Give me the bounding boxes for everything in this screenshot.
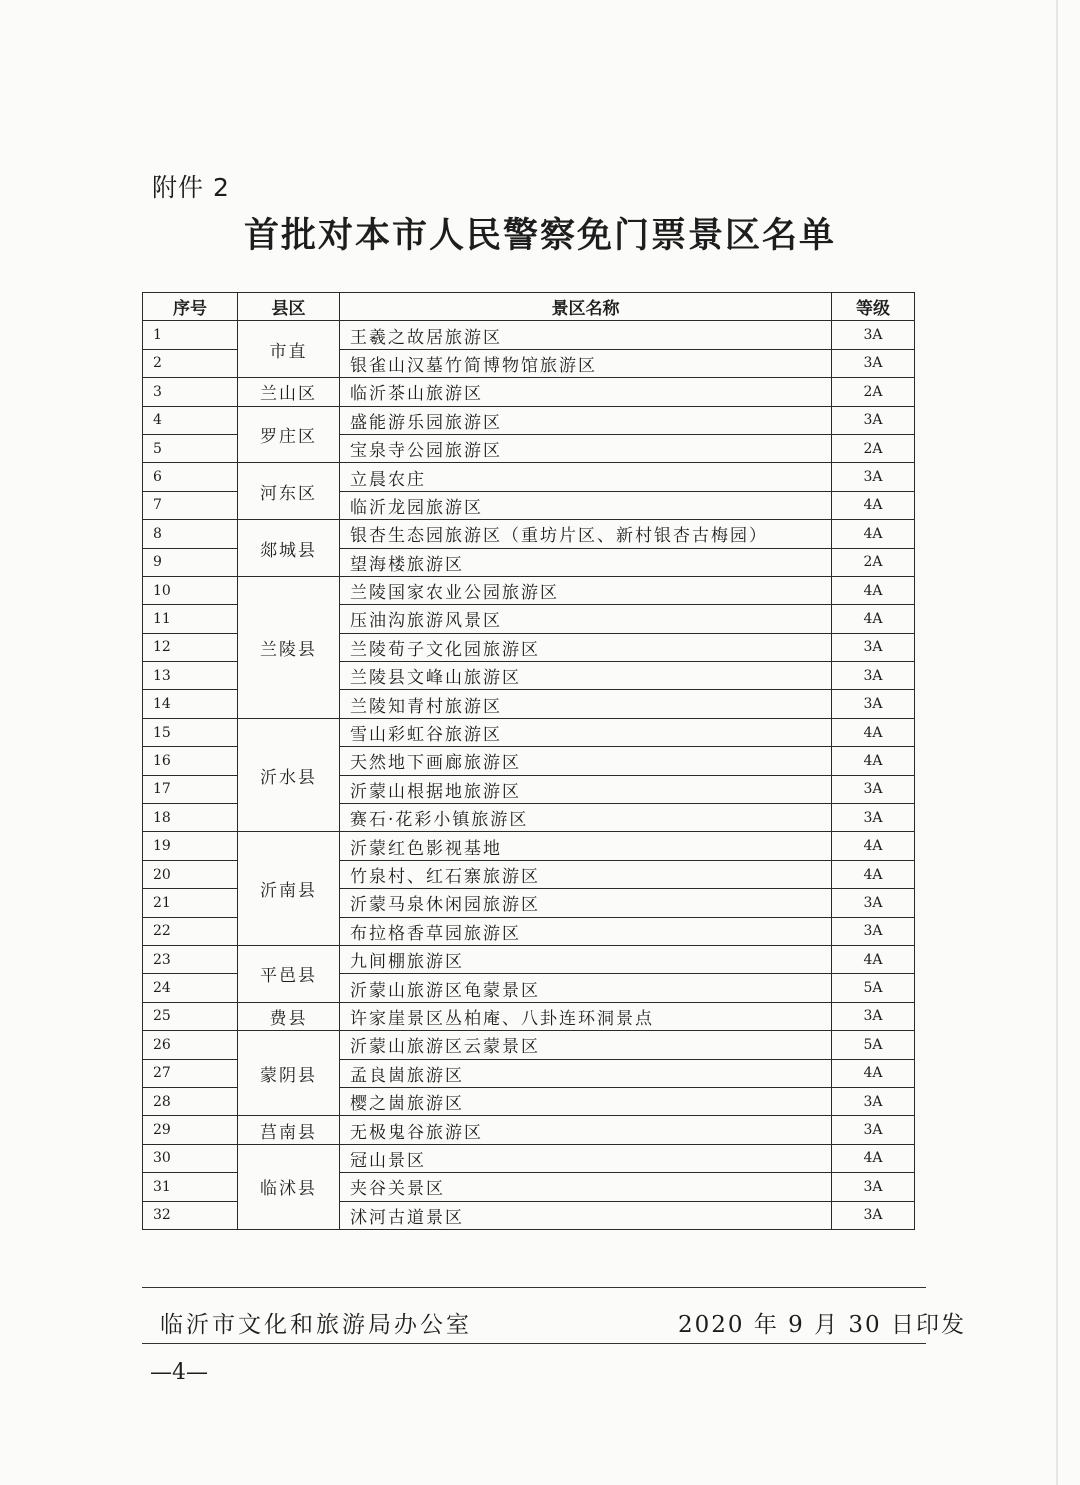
row-scenic-name: 无极鬼谷旅游区 [340, 1116, 832, 1144]
row-seq: 32 [143, 1201, 238, 1229]
row-county: 费县 [238, 1002, 340, 1030]
row-seq: 2 [143, 349, 238, 377]
table-row [143, 945, 915, 973]
row-county: 郯城县 [238, 520, 340, 577]
row-seq: 9 [143, 548, 238, 576]
row-scenic-name: 许家崖景区丛柏庵、八卦连环洞景点 [340, 1002, 832, 1030]
row-grade: 3A [832, 804, 915, 832]
row-seq: 7 [143, 491, 238, 519]
row-grade: 4A [832, 520, 915, 548]
row-scenic-name: 樱之崮旅游区 [340, 1087, 832, 1115]
row-scenic-name: 兰陵县文峰山旅游区 [340, 662, 832, 690]
table-row [143, 1002, 915, 1030]
row-scenic-name: 临沂龙园旅游区 [340, 491, 832, 519]
row-scenic-name: 望海楼旅游区 [340, 548, 832, 576]
row-grade: 4A [832, 747, 915, 775]
row-seq: 17 [143, 775, 238, 803]
table-row [143, 1031, 915, 1059]
attachment-label: 附件 2 [152, 173, 230, 202]
row-seq: 27 [143, 1059, 238, 1087]
row-grade: 3A [832, 1116, 915, 1144]
row-scenic-name: 兰陵国家农业公园旅游区 [340, 576, 832, 604]
row-scenic-name: 天然地下画廊旅游区 [340, 747, 832, 775]
row-scenic-name: 九间棚旅游区 [340, 945, 832, 973]
issue-date: 2020 年 9 月 30 日印发 [678, 1312, 966, 1338]
row-seq: 25 [143, 1002, 238, 1030]
issuer-label: 临沂市文化和旅游局办公室 [160, 1312, 472, 1338]
column-header-seq: 序号 [143, 293, 238, 321]
row-scenic-name: 雪山彩虹谷旅游区 [340, 718, 832, 746]
row-scenic-name: 沂蒙山旅游区龟蒙景区 [340, 974, 832, 1002]
row-grade: 4A [832, 945, 915, 973]
row-scenic-name: 夹谷关景区 [340, 1173, 832, 1201]
row-grade: 2A [832, 434, 915, 462]
row-grade: 4A [832, 576, 915, 604]
row-seq: 21 [143, 889, 238, 917]
row-seq: 3 [143, 378, 238, 406]
row-scenic-name: 王羲之故居旅游区 [340, 321, 832, 349]
row-scenic-name: 兰陵荀子文化园旅游区 [340, 633, 832, 661]
row-grade: 4A [832, 832, 915, 860]
row-scenic-name: 沂蒙马泉休闲园旅游区 [340, 889, 832, 917]
table-row [143, 321, 915, 349]
row-seq: 5 [143, 434, 238, 462]
row-county: 沂水县 [238, 718, 340, 832]
row-seq: 8 [143, 520, 238, 548]
row-seq: 11 [143, 605, 238, 633]
row-scenic-name: 沂蒙山旅游区云蒙景区 [340, 1031, 832, 1059]
footer-top-rule [142, 1287, 926, 1288]
row-seq: 4 [143, 406, 238, 434]
row-seq: 6 [143, 463, 238, 491]
table-body [143, 321, 915, 1230]
table-row [143, 463, 915, 491]
row-seq: 13 [143, 662, 238, 690]
row-seq: 22 [143, 917, 238, 945]
row-seq: 29 [143, 1116, 238, 1144]
row-scenic-name: 赛石·花彩小镇旅游区 [340, 804, 832, 832]
row-seq: 30 [143, 1144, 238, 1172]
row-county: 蒙阴县 [238, 1031, 340, 1116]
row-county: 莒南县 [238, 1116, 340, 1144]
row-seq: 28 [143, 1087, 238, 1115]
row-grade: 3A [832, 775, 915, 803]
row-grade: 3A [832, 1173, 915, 1201]
row-grade: 4A [832, 605, 915, 633]
row-scenic-name: 沭河古道景区 [340, 1201, 832, 1229]
row-seq: 1 [143, 321, 238, 349]
scenic-spot-table [142, 292, 915, 1230]
row-grade: 4A [832, 1144, 915, 1172]
row-scenic-name: 冠山景区 [340, 1144, 832, 1172]
row-scenic-name: 宝泉寺公园旅游区 [340, 434, 832, 462]
row-scenic-name: 银杏生态园旅游区（重坊片区、新村银杏古梅园） [340, 520, 832, 548]
row-grade: 3A [832, 889, 915, 917]
table-row [143, 718, 915, 746]
row-grade: 3A [832, 1201, 915, 1229]
row-grade: 3A [832, 917, 915, 945]
row-scenic-name: 布拉格香草园旅游区 [340, 917, 832, 945]
row-seq: 19 [143, 832, 238, 860]
row-seq: 14 [143, 690, 238, 718]
row-seq: 16 [143, 747, 238, 775]
row-grade: 5A [832, 1031, 915, 1059]
table-row [143, 1116, 915, 1144]
row-county: 兰山区 [238, 378, 340, 406]
row-grade: 4A [832, 860, 915, 888]
row-scenic-name: 沂蒙红色影视基地 [340, 832, 832, 860]
row-seq: 26 [143, 1031, 238, 1059]
row-seq: 20 [143, 860, 238, 888]
row-grade: 3A [832, 633, 915, 661]
row-grade: 4A [832, 718, 915, 746]
row-seq: 31 [143, 1173, 238, 1201]
row-seq: 18 [143, 804, 238, 832]
row-grade: 3A [832, 662, 915, 690]
row-scenic-name: 盛能游乐园旅游区 [340, 406, 832, 434]
row-seq: 24 [143, 974, 238, 1002]
row-grade: 3A [832, 321, 915, 349]
row-county: 市直 [238, 321, 340, 378]
column-header-name: 景区名称 [340, 293, 832, 321]
row-scenic-name: 孟良崮旅游区 [340, 1059, 832, 1087]
table-row [143, 576, 915, 604]
row-grade: 3A [832, 463, 915, 491]
row-seq: 12 [143, 633, 238, 661]
row-grade: 4A [832, 491, 915, 519]
row-grade: 4A [832, 1059, 915, 1087]
row-grade: 3A [832, 690, 915, 718]
column-header-grade: 等级 [832, 293, 915, 321]
row-scenic-name: 临沂茶山旅游区 [340, 378, 832, 406]
row-scenic-name: 兰陵知青村旅游区 [340, 690, 832, 718]
row-grade: 3A [832, 349, 915, 377]
row-county: 河东区 [238, 463, 340, 520]
row-scenic-name: 竹泉村、红石寨旅游区 [340, 860, 832, 888]
row-county: 临沭县 [238, 1144, 340, 1229]
row-county: 兰陵县 [238, 576, 340, 718]
row-scenic-name: 银雀山汉墓竹简博物馆旅游区 [340, 349, 832, 377]
page-number: —4— [150, 1360, 208, 1385]
row-county: 罗庄区 [238, 406, 340, 463]
row-county: 沂南县 [238, 832, 340, 946]
row-scenic-name: 立晨农庄 [340, 463, 832, 491]
row-grade: 3A [832, 1087, 915, 1115]
row-county: 平邑县 [238, 945, 340, 1002]
document-title: 首批对本市人民警察免门票景区名单 [243, 216, 836, 256]
table-row [143, 520, 915, 548]
table-row [143, 832, 915, 860]
row-grade: 5A [832, 974, 915, 1002]
row-seq: 10 [143, 576, 238, 604]
table-row [143, 1144, 915, 1172]
row-seq: 15 [143, 718, 238, 746]
row-grade: 3A [832, 406, 915, 434]
footer-bottom-rule [142, 1343, 926, 1344]
row-scenic-name: 沂蒙山根据地旅游区 [340, 775, 832, 803]
row-grade: 2A [832, 378, 915, 406]
table-header-row [143, 293, 915, 321]
row-scenic-name: 压油沟旅游风景区 [340, 605, 832, 633]
column-header-county: 县区 [238, 293, 340, 321]
table-row [143, 406, 915, 434]
row-grade: 2A [832, 548, 915, 576]
table-row [143, 378, 915, 406]
row-grade: 3A [832, 1002, 915, 1030]
row-seq: 23 [143, 945, 238, 973]
